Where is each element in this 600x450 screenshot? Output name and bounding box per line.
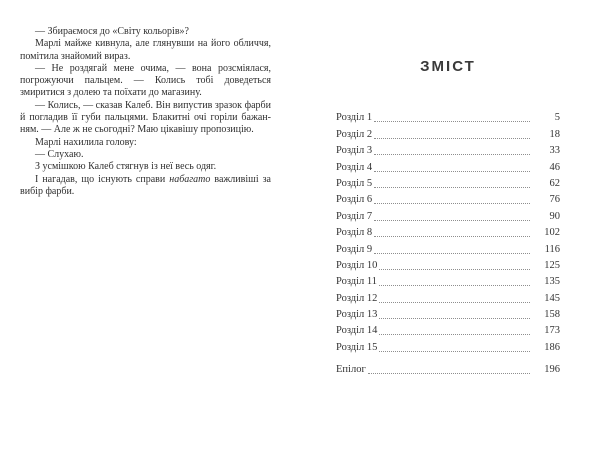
toc-entry-label: Розділ 1 <box>336 112 373 124</box>
dot-leader <box>379 351 530 352</box>
toc-entry-page-number: 135 <box>544 276 560 288</box>
toc-entry-label: Розділ 6 <box>336 194 373 206</box>
toc-entry-label: Розділ 3 <box>336 145 373 157</box>
toc-entry-label: Розділ 13 <box>336 309 378 321</box>
toc-page <box>300 0 600 450</box>
toc-entry[interactable] <box>336 174 560 190</box>
paragraph <box>20 63 271 100</box>
toc-entry-page-number: 125 <box>544 259 560 271</box>
dot-leader <box>374 138 530 139</box>
toc-entry-label: Розділ 11 <box>336 276 378 288</box>
text-segment: З усмішкою Калеб стягнув із неї весь одяг. <box>35 161 217 173</box>
toc-entry-label: Розділ 10 <box>336 259 378 271</box>
toc-entry-page-number: 62 <box>549 177 560 189</box>
dot-leader <box>368 373 530 374</box>
dot-leader <box>379 318 530 319</box>
toc-entry[interactable] <box>336 157 560 173</box>
toc-entry[interactable] <box>336 288 560 304</box>
paragraph <box>20 100 271 137</box>
paragraph <box>20 26 271 38</box>
text-segment: — Не роздягай мене очима, — вона розсміялася, погрожуючи пальцем. — Колись тобі доведеться змиритися з долею та поїхати до магазину. <box>20 62 271 99</box>
toc-entry[interactable] <box>336 321 560 337</box>
dot-leader <box>374 220 530 221</box>
toc-entry-page-number: 76 <box>549 194 560 206</box>
toc-entry-page-number: 46 <box>549 161 560 173</box>
text-segment: — Колись, — сказав Калеб. Він випустив зразок фарби й погладив її губи пальцями. Блакитні очі горіли бажанням. — Але ж не сьогодні? Маю цікавішу пропозицію. <box>20 99 271 136</box>
novel-text <box>20 26 271 198</box>
toc-entry-label: Розділ 4 <box>336 161 373 173</box>
text-segment: Марлі майже кивнула, але глянувши на його обличчя, помітила знайомий вираз. <box>20 38 271 62</box>
toc-title: ЗМІСТ <box>420 58 476 75</box>
toc-entry-label: Епілог <box>336 364 366 376</box>
toc-entry-page-number: 33 <box>549 145 560 157</box>
toc-entry[interactable] <box>336 272 560 288</box>
paragraph <box>20 38 271 63</box>
dot-leader <box>374 154 530 155</box>
toc-entry-page-number: 102 <box>544 227 560 239</box>
dot-leader <box>374 121 530 122</box>
toc-entry-page-number: 158 <box>544 309 560 321</box>
toc-entry[interactable] <box>336 206 560 222</box>
toc-entry-label: Розділ 7 <box>336 210 373 222</box>
toc-entry-page-number: 90 <box>549 210 560 222</box>
dot-leader <box>379 269 530 270</box>
toc-entry[interactable] <box>336 239 560 255</box>
toc-entry-page-number: 186 <box>544 341 560 353</box>
toc-entry-label: Розділ 9 <box>336 243 373 255</box>
toc-entry-label: Розділ 15 <box>336 341 378 353</box>
dot-leader <box>379 334 530 335</box>
toc-entry[interactable] <box>336 190 560 206</box>
text-segment: І нагадав, що існують справи <box>35 173 170 185</box>
toc-entry-label: Розділ 12 <box>336 292 378 304</box>
text-segment: важливіші за вибір фарби. <box>20 173 271 197</box>
toc-entry[interactable] <box>336 108 560 124</box>
toc-entry[interactable] <box>336 223 560 239</box>
toc-entry-page-number: 196 <box>544 364 560 376</box>
toc-entry[interactable] <box>336 305 560 321</box>
toc-entry-page-number: 116 <box>544 243 560 255</box>
text-segment: — Збираємося до «Світу кольорів»? <box>35 26 189 37</box>
toc-entry-page-number: 5 <box>554 112 560 124</box>
dot-leader <box>379 302 530 303</box>
text-segment: — Слухаю. <box>35 148 84 160</box>
dot-leader <box>379 285 530 286</box>
paragraph <box>20 161 271 173</box>
toc-entry[interactable] <box>336 256 560 272</box>
dot-leader <box>374 236 530 237</box>
paragraph <box>20 137 271 149</box>
toc-entry-label: Розділ 5 <box>336 177 373 189</box>
toc-entry-page-number: 173 <box>544 325 560 337</box>
italic-text: набагато <box>169 173 211 185</box>
toc-entry-page-number: 18 <box>549 128 560 140</box>
toc-entry-label: Розділ 14 <box>336 325 378 337</box>
paragraph <box>20 174 271 199</box>
dot-leader <box>374 203 530 204</box>
toc-entry[interactable] <box>336 124 560 140</box>
dot-leader <box>374 187 530 188</box>
dot-leader <box>374 253 530 254</box>
paragraph <box>20 149 271 161</box>
toc-entry-label: Розділ 8 <box>336 227 373 239</box>
toc-entry[interactable] <box>336 337 560 353</box>
dot-leader <box>374 171 530 172</box>
toc-list <box>336 108 560 376</box>
toc-entry-label: Розділ 2 <box>336 128 373 140</box>
toc-entry[interactable] <box>336 360 560 376</box>
toc-entry-page-number: 145 <box>544 292 560 304</box>
text-segment: Марлі нахилила голову: <box>35 136 137 148</box>
toc-entry[interactable] <box>336 141 560 157</box>
